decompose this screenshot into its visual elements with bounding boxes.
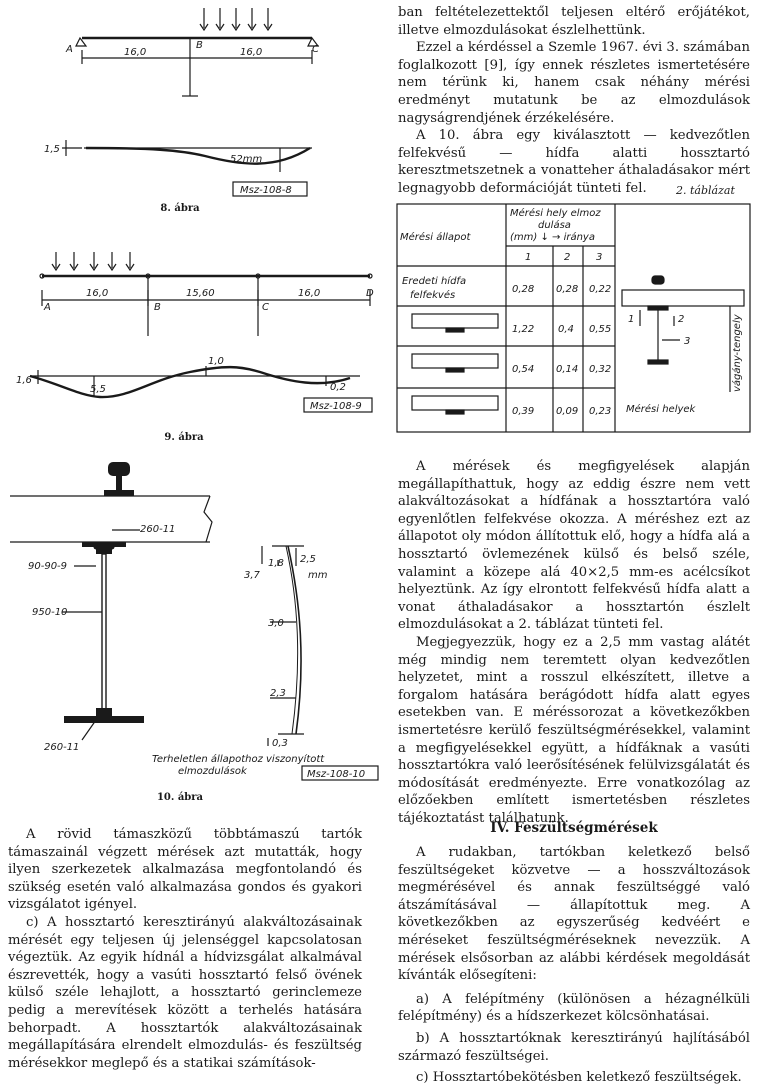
- section-heading: IV. Feszültségmérések: [490, 820, 658, 836]
- fig9-span-3: 16,0: [298, 288, 321, 299]
- table-row-1-state-2: felfekvés: [410, 290, 456, 301]
- sketch-places-label: Mérési helyek: [626, 404, 696, 415]
- table-header-disp: Mérési hely elmoz: [510, 208, 601, 219]
- sketch-label-2: 2: [678, 314, 685, 325]
- fig8-d15: 1,5: [44, 144, 60, 155]
- table-header-disp-2: dulása: [538, 220, 571, 231]
- table-header-state: Mérési állapot: [400, 232, 471, 243]
- fig10-v23: 2,3: [270, 688, 286, 699]
- table-col-2: 2: [564, 252, 571, 263]
- fig10-note-1: Terheletlen állapothoz viszonyított: [152, 754, 325, 765]
- table-cell: 0,39: [512, 406, 535, 417]
- fig10-caption: 10. ábra: [156, 792, 204, 803]
- fig10-v03: 0,3: [272, 738, 288, 749]
- right-column-bottom: [398, 844, 750, 1087]
- table-cell: 0,23: [589, 406, 612, 417]
- fig10-angle: 90-90-9: [28, 561, 68, 572]
- paragraph: c) A hossztartó keresztirányú alakváltozásainak mérését egy teljesen új jelenséggel kapcsolatosan végeztük. Az egyik hídnál a hídvizsgálat alkalmával észrevették, hogy a vasúti hossztartó felső övének külső széle lehajlott, a hossztartó gerinclemeze pedig a merevítések között a terhelés hatására behorpadt. A hossztartók alakváltozásainak megállapítására elrendelt elmozdulás- és feszültség mérésekkor meglepő és a statikai számítások-: [8, 914, 362, 1071]
- fig9-label-a: A: [44, 302, 51, 313]
- fig9-caption: 9. ábra: [164, 432, 204, 443]
- table-cell: 0,09: [556, 406, 579, 417]
- right-column-mid: [398, 458, 750, 827]
- fig8-span-1: 16,0: [124, 47, 147, 58]
- fig8-span-2: 16,0: [240, 47, 263, 58]
- fig9-label-d: D: [366, 288, 374, 299]
- table-cell: 0,28: [556, 284, 579, 295]
- sketch-label-3: 3: [684, 336, 691, 347]
- fig8-caption: 8. ábra: [160, 203, 200, 214]
- paragraph: A rövid támaszközű többtámaszú tartók támaszainál végzett mérések azt mutatták, hogy ilyen szerkezetek alkalmazása megfontolandó és szükség esetén való alkalmazása gondos és gyakori vizsgálatot igényel.: [8, 827, 362, 913]
- table-cell: 0,54: [512, 364, 535, 375]
- table-header-disp-3: (mm) ↓ → iránya: [510, 232, 595, 243]
- fig8-label-a: A: [66, 44, 73, 55]
- table-col-1: 1: [525, 252, 532, 263]
- paragraph: ban feltételezettektől teljesen eltérő erőjátékot, illetve elmozdulásokat észlelhettünk.: [398, 5, 750, 38]
- table-title: 2. táblázat: [676, 184, 735, 197]
- table-row-1-state: Eredeti hídfa: [402, 276, 467, 287]
- list-item: c) Hossztartóbekötésben keletkező feszültségek.: [416, 1070, 742, 1086]
- fig9-d10: 1,0: [208, 356, 224, 367]
- fig10-v25: 2,5: [300, 554, 316, 565]
- table-cell: 0,32: [589, 364, 612, 375]
- fig8-label-b: B: [196, 40, 203, 51]
- fig8-label-c: C: [312, 44, 319, 55]
- table-cell: 1,22: [512, 324, 535, 335]
- table-cell: 0,28: [512, 284, 535, 295]
- fig9-code: Msz-108-9: [310, 401, 362, 412]
- paragraph: A 10. ábra egy kiválasztott — kedvezőtlen felfekvésű — hídfa alatti hossztartó keresztmetszetnek a vonatteher áthaladásakor mért legnagyobb deformációját tünteti fel.: [398, 128, 750, 196]
- fig9-label-b: B: [154, 302, 161, 313]
- fig8-code: Msz-108-8: [240, 185, 292, 196]
- table-cell: 0,55: [589, 324, 612, 335]
- fig8-d52: 52mm: [230, 154, 263, 165]
- fig9-label-c: C: [262, 302, 269, 313]
- fig10-mm: mm: [308, 570, 328, 581]
- paragraph: A mérések és megfigyelések alapján megállapíthattuk, hogy az eddig észre nem vett alakváltozásokat a hídfának a hossztartóra való egyenlőtlen felfekvése okozza. A méréshez ezt az állapotot oly módon állítottuk elő, hogy a hídfa alá a hossztartó övlemezének külső és belső széle, valamint a közepe alá 40×2,5 mm-es acélcsíkot helyeztünk. Az így elrontott felfekvésű hídfa alatt a vonat áthaladásakor a hossztartón észlelt elmozdulásokat a 2. táblázat tünteti fel.: [398, 459, 750, 633]
- table-cell: 0,22: [589, 284, 612, 295]
- fig9-span-1: 16,0: [86, 288, 109, 299]
- fig10-note-2: elmozdulások: [178, 766, 247, 777]
- paragraph: Megjegyezzük, hogy ez a 2,5 mm vastag alátét még mindig nem teremtett olyan kedvezőtlen helyzetet, mint a rosszul elkészített, illetve a forgalom hatására berágódott hídfa alatt egyes esetekben van. E méréssorozat a következőkben ismertetésre kerülő feszültségmérésekkel, valamint a megfigyelésekkel együtt, a hídfáknak a vasúti hossztartókra való leerősítésének felülvizsgálatát és módosítását eredményezte. Erre vonatkozólag az előzőekben említett ismertetésben részletes tájékoztatást találhatunk.: [398, 634, 750, 826]
- sketch-label-1: 1: [628, 314, 635, 325]
- fig9-d16: 1,6: [16, 375, 32, 386]
- table-cell: 0,4: [558, 324, 574, 335]
- fig9-span-2: 15,60: [186, 288, 215, 299]
- fig10-plate-1: 260-11: [140, 524, 176, 535]
- paragraph: Ezzel a kérdéssel a Szemle 1967. évi 3. számában foglalkozott [9], így ennek részletes ismertetésére nem térünk ki, hanem csak néhány mérési eredményt mutatunk be az elmozdulások nagyságrendjének érzékelésére.: [398, 40, 750, 126]
- fig10-code: Msz-108-10: [307, 769, 366, 780]
- paragraph: A rudakban, tartókban keletkező belső feszültségeket közvetve — a hosszváltozások megmérésével és annak feszültséggé való átszámításával — állapítottuk meg. A következőkben az egyszerűség kedvéért e méréseket feszültségméréseknek nevezzük. A mérések elsősorban az alábbi kérdések megoldását kívánták elősegíteni:: [398, 845, 750, 984]
- list-item: a) A felépítmény (különösen a hézagnélküli felépítmény) és a hídszerkezet kölcsönhatásai.: [398, 991, 750, 1025]
- table-cell: 0,14: [556, 364, 579, 375]
- sketch-axis-label: vágány-tengely: [732, 314, 743, 392]
- fig10-v37: 3,7: [244, 570, 260, 581]
- fig10-plate-2: 260-11: [44, 742, 80, 753]
- fig9-d55: 5,5: [90, 384, 106, 395]
- list-item: b) A hossztartóknak keresztirányú hajlításából származó feszültségei.: [398, 1030, 750, 1064]
- fig9-d02: 0,2: [330, 382, 346, 393]
- table-col-3: 3: [596, 252, 603, 263]
- fig10-v18: 1,8: [268, 558, 284, 569]
- fig10-v30: 3,0: [268, 618, 284, 629]
- fig10-web: 950-10: [32, 607, 68, 618]
- measurement-sketch: [622, 276, 744, 392]
